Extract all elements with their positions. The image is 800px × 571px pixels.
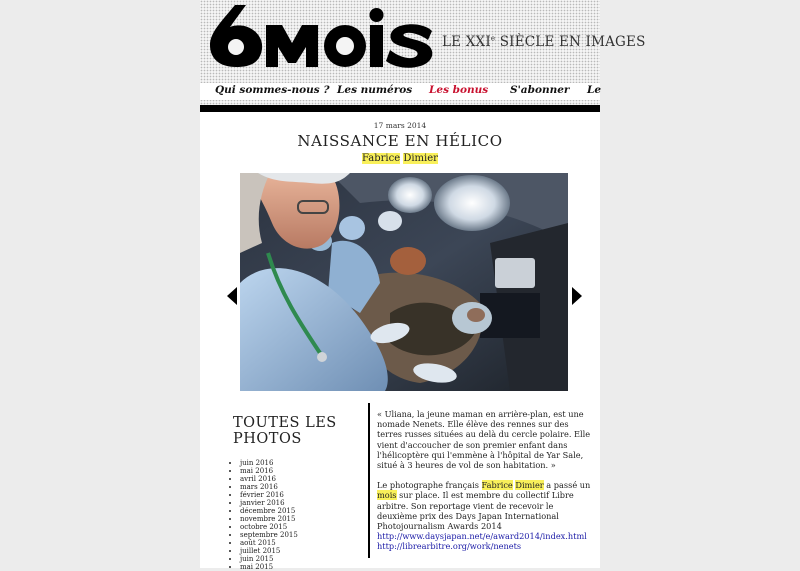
archive-item[interactable]: • mars 2016 [240, 483, 298, 491]
nav-subscribe[interactable]: S'abonner [510, 84, 570, 96]
archive-item[interactable]: • janvier 2016 [240, 499, 298, 507]
column-divider [368, 403, 370, 558]
masthead [200, 0, 646, 105]
page [200, 0, 646, 571]
archive-item[interactable]: • avril 2016 [240, 475, 298, 483]
site-logo[interactable] [208, 3, 434, 69]
archive-item[interactable]: • octobre 2015 [240, 523, 298, 531]
article-date: 17 mars 2014 [373, 121, 427, 130]
photo-caption: « Uliana, la jeune maman en arrière-plan, est une nomade Nenets. Elle élève des rennes sur des terres russes situées au delà du cercle polaire. Elle vient d'accoucher de son premier enfant dans l'hélicoptère qui l'emmène à l'hôpital de Yar Sale, situé à 3 heures de vol de son habitation. » [377, 409, 591, 471]
previous-photo-arrow-icon[interactable] [227, 287, 237, 305]
archive-item[interactable]: • décembre 2015 [240, 507, 298, 515]
nav-bonus[interactable]: Les bonus [429, 84, 489, 96]
nav-about[interactable]: Qui sommes-nous ? [215, 84, 330, 96]
nav-more[interactable]: Le [587, 84, 602, 96]
main-nav [200, 83, 600, 100]
archive-list [230, 459, 298, 571]
article-body [377, 409, 595, 562]
archive-item[interactable]: • juin 2016 [240, 459, 298, 467]
link-daysjapan[interactable]: http://www.daysjapan.net/e/award2014/index.html [377, 531, 587, 542]
article-title: NAISSANCE EN HÉLICO [297, 132, 503, 150]
nav-issues[interactable]: Les numéros [337, 84, 413, 96]
article-photo[interactable] [240, 173, 568, 391]
article-author[interactable]: Fabrice Dimier [362, 153, 438, 164]
site-tagline: LE XXIe SIÈCLE EN IMAGES [442, 34, 646, 50]
archive-item[interactable]: • juillet 2015 [240, 547, 298, 555]
sidebar-title: TOUTES LES PHOTOS [233, 415, 337, 447]
archive-item[interactable]: • août 2015 [240, 539, 298, 547]
archive-item[interactable]: • novembre 2015 [240, 515, 298, 523]
archive-item[interactable]: • février 2016 [240, 491, 298, 499]
header-rule [200, 105, 600, 112]
archive-item[interactable]: • septembre 2015 [240, 531, 298, 539]
archive-item[interactable]: • mai 2016 [240, 467, 298, 475]
next-photo-arrow-icon[interactable] [572, 287, 582, 305]
link-librearbitre[interactable]: http://librearbitre.org/work/nenets [377, 541, 522, 552]
archive-item[interactable]: • juin 2015 [240, 555, 298, 563]
archive-item[interactable]: • mai 2015 [240, 563, 298, 571]
photographer-bio: Le photographe français Fabrice Dimier a passé un mois sur place. Il est membre du collectif Libre arbitre. Son reportage vient de recevoir le deuxième prix des Days Japan International Photojournalism Awards 2014 http://www.daysjapan.net/e/award2014/index.html http://librearbitre.org/work/nenets [377, 480, 595, 551]
